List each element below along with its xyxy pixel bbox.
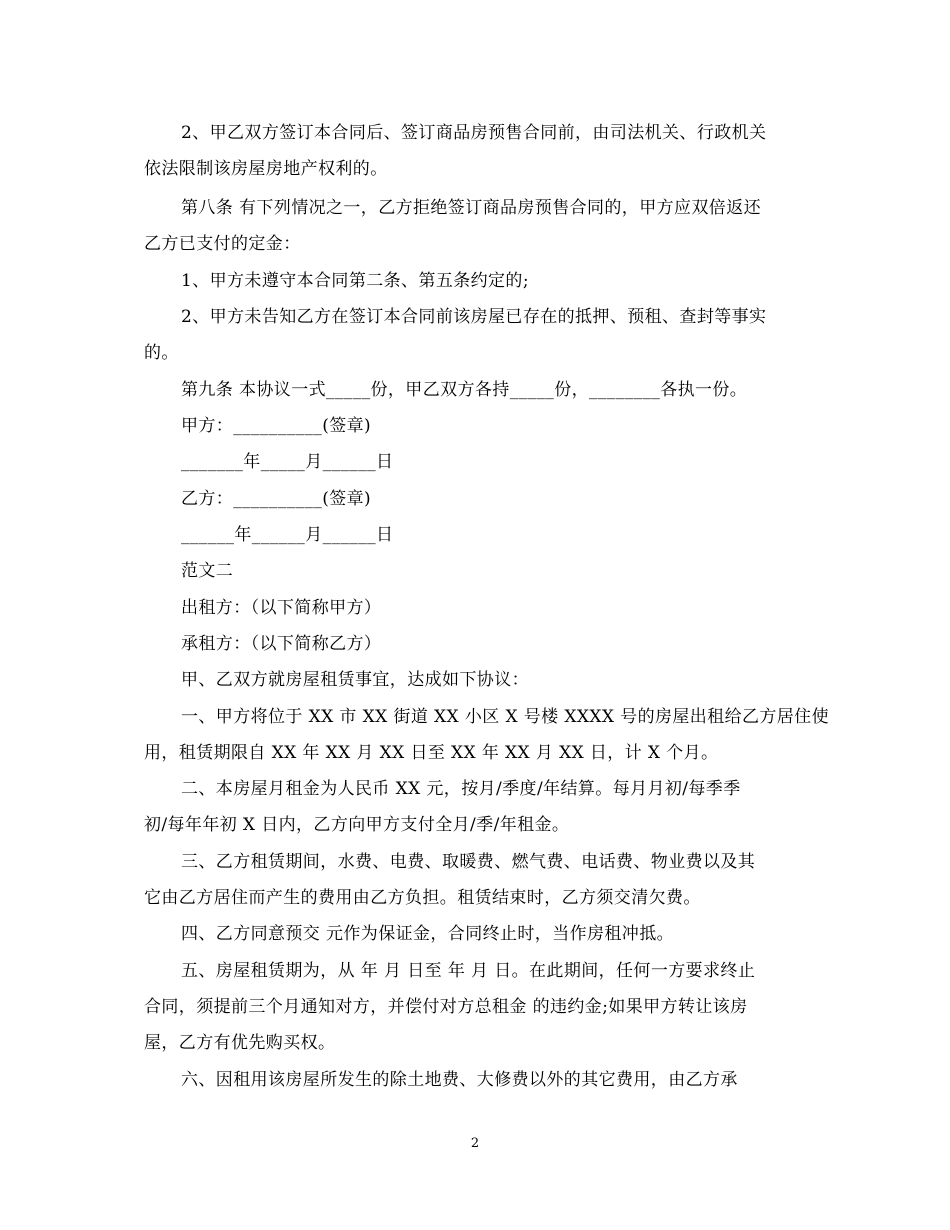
text-line: 1、甲方未遵守本合同第二条、第五条约定的; <box>181 271 529 291</box>
signature-line-party-b: 乙方：__________(签章) <box>181 489 372 509</box>
text-line: 承租方：（以下简称乙方） <box>181 634 382 654</box>
text-line: 用，租赁期限自 XX 年 XX 月 XX 日至 XX 年 XX 月 XX 日，计 X 个月。 <box>144 743 719 763</box>
text-line: 一、甲方将位于 XX 市 XX 街道 XX 小区 X 号楼 XXXX 号的房屋出租给乙方居住使 <box>181 707 829 727</box>
text-line: 第八条 有下列情况之一，乙方拒绝签订商品房预售合同的，甲方应双倍返还 <box>181 198 762 218</box>
date-line: ______年______月______日 <box>181 525 394 545</box>
text-line: 屋，乙方有优先购买权。 <box>144 1033 336 1053</box>
text-line: 2、甲方未告知乙方在签订本合同前该房屋已存在的抵押、预租、查封等事实 <box>181 307 767 327</box>
text-line: 2、甲乙双方签订本合同后、签订商品房预售合同前，由司法机关、行政机关 <box>181 123 767 143</box>
text-line: 它由乙方居住而产生的费用由乙方负担。租赁结束时，乙方须交清欠费。 <box>144 888 701 908</box>
text-line: 依法限制该房屋房地产权利的。 <box>144 159 388 179</box>
text-line: 二、本房屋月租金为人民币 XX 元，按月/季度/年结算。每月月初/每季季 <box>181 779 741 799</box>
section-heading: 范文二 <box>181 561 234 581</box>
text-line: 三、乙方租赁期间，水费、电费、取暖费、燃气费、电话费、物业费以及其 <box>181 852 756 872</box>
signature-line-party-a: 甲方：__________(签章) <box>181 416 372 436</box>
text-line: 第九条 本协议一式_____份，甲乙双方各持_____份，________各执一份。 <box>181 380 748 400</box>
text-line: 初/每年年初 X 日内，乙方向甲方支付全月/季/年租金。 <box>144 815 570 835</box>
text-line: 六、因租用该房屋所发生的除土地费、大修费以外的其它费用，由乙方承 <box>181 1070 738 1090</box>
text-line: 出租方：（以下简称甲方） <box>181 598 382 618</box>
text-line: 甲、乙双方就房屋租赁事宜，达成如下协议： <box>181 670 529 690</box>
text-line: 五、房屋租赁期为，从 年 月 日至 年 月 日。在此期间，任何一方要求终止 <box>181 961 756 981</box>
text-line: 的。 <box>144 343 179 363</box>
date-line: _______年_____月______日 <box>181 452 394 472</box>
text-line: 四、乙方同意预交 元作为保证金，合同终止时，当作房租冲抵。 <box>181 924 675 944</box>
text-line: 乙方已支付的定金： <box>144 234 301 254</box>
text-line: 合同，须提前三个月通知对方，并偿付对方总租金 的违约金;如果甲方转让该房 <box>144 997 748 1017</box>
page-number: 2 <box>470 1136 480 1151</box>
